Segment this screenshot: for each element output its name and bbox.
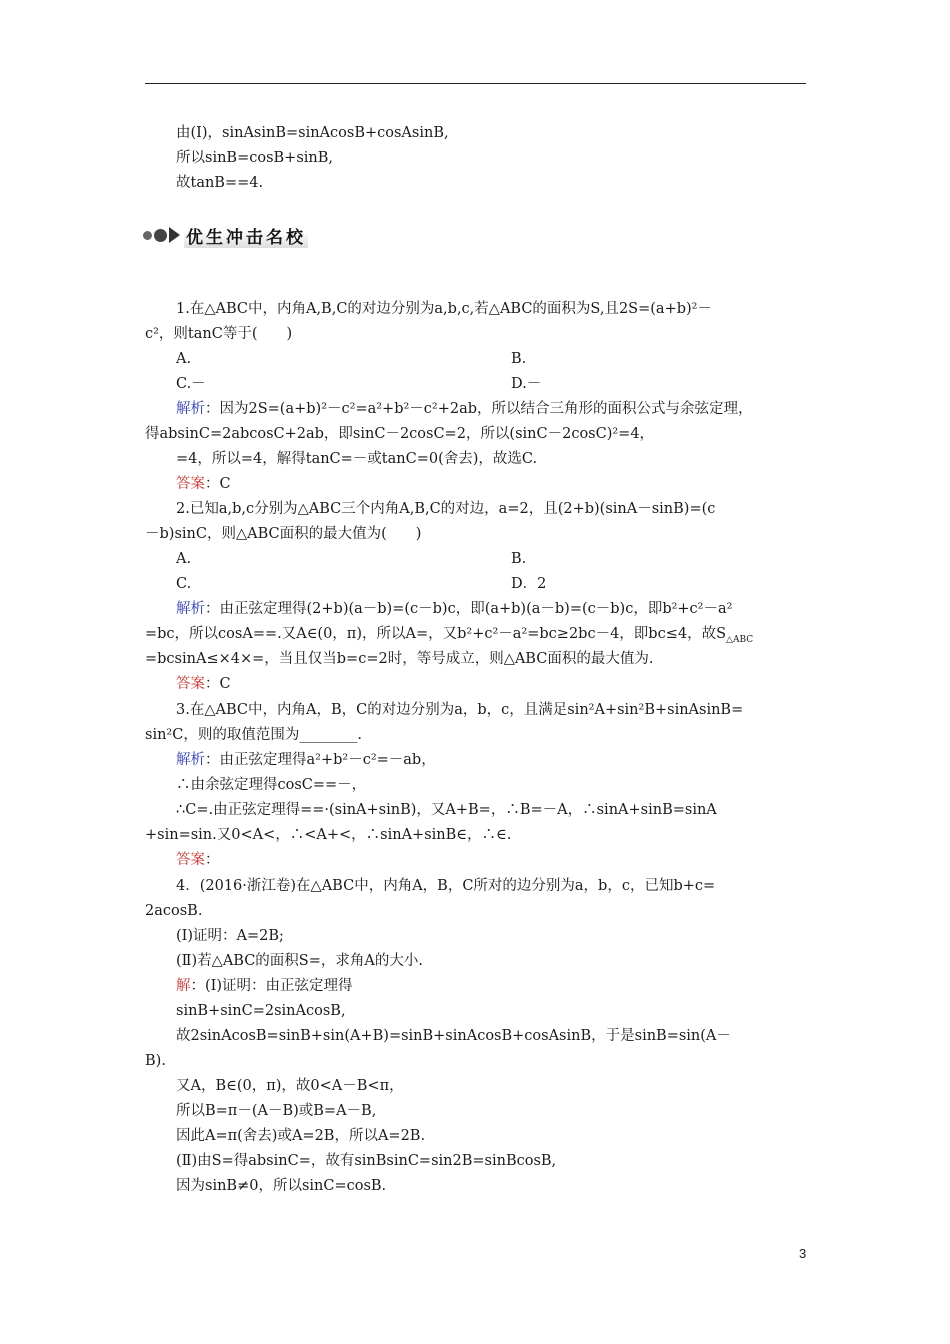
p3-analysis-line-2: ∴由余弦定理得cosC==－， xyxy=(176,777,367,793)
p1-option-c: C.－ xyxy=(176,376,206,392)
section-title: 优生冲击名校 xyxy=(184,223,308,248)
p4-solution-line-5: 又A，B∈(0，π)，故0<A－B<π， xyxy=(176,1078,404,1094)
p3-answer: 答案： xyxy=(176,852,220,868)
p1-option-a: A. xyxy=(176,351,192,367)
p4-solution-line-3: 故2sinAcosB=sinB+sin(A+B)=sinB+sinAcosB+cosAsinB，于是sinB=sin(A－ xyxy=(176,1028,731,1044)
large-dot-icon xyxy=(154,229,167,242)
p2-option-d: D．2 xyxy=(511,576,547,592)
page-number: 3 xyxy=(799,1246,807,1261)
p4-solution-line-4: B). xyxy=(145,1053,166,1069)
p1-answer-label: 答案 xyxy=(176,476,205,492)
p1-option-d: D.－ xyxy=(511,376,542,392)
p1-analysis-label: 解析 xyxy=(176,401,205,417)
p4-question-1: (Ⅰ)证明：A=2B; xyxy=(176,928,284,944)
p4-stem-line-1: 4．(2016·浙江卷)在△ABC中，内角A，B，C所对的边分别为a，b，c，已知b+c= xyxy=(176,878,716,894)
p4-solution-label: 解 xyxy=(176,978,191,994)
p2-answer-label: 答案 xyxy=(176,676,205,692)
p2-area-subscript: △ABC xyxy=(726,634,754,645)
p4-stem-line-2: 2acosB. xyxy=(145,903,203,919)
p3-answer-label: 答案 xyxy=(176,852,205,868)
p2-analysis-line-2: =bc，所以cosA==.又A∈(0，π)，所以A=，又b²+c²－a²=bc≥2bc－4，即bc≤4，故$S_{\triangle ABC}$ xyxy=(145,626,754,645)
p2-stem-line-1: 2.已知a,b,c分别为△ABC三个内角A,B,C的对边，a=2，且(2+b)(sinA－sinB)=(c xyxy=(176,501,716,517)
p1-answer: 答案：C xyxy=(176,476,231,492)
p3-analysis-line-1: 解析：由正弦定理得a²+b²－c²=－ab， xyxy=(176,752,436,768)
p3-stem-line-2: sin²C，则的取值范围为________. xyxy=(145,727,362,743)
p3-analysis-line-3: ∴C=.由正弦定理得==·(sinA+sinB)，又A+B=，∴B=－A，∴sinA+sinB=sinA xyxy=(176,802,717,818)
p4-solution-line-1: 解：(Ⅰ)证明：由正弦定理得 xyxy=(176,978,353,994)
intro-line-1: 由(Ⅰ)，sinAsinB=sinAcosB+cosAsinB, xyxy=(176,125,449,141)
section-header xyxy=(143,222,308,248)
intro-line-2: 所以sinB=cosB+sinB, xyxy=(176,150,334,166)
p1-stem-line-2: c²，则tanC等于( ) xyxy=(145,326,293,342)
p1-stem-line-1: 1.在△ABC中，内角A,B,C的对边分别为a,b,c,若△ABC的面积为S,且2S=(a+b)²－ xyxy=(176,301,712,317)
p4-question-2: (Ⅱ)若△ABC的面积S=，求角A的大小. xyxy=(176,953,423,969)
p2-option-c: C. xyxy=(176,576,192,592)
p2-option-a: A. xyxy=(176,551,192,567)
p4-solution-line-8: (Ⅱ)由S=得absinC=，故有sinBsinC=sin2B=sinBcosB, xyxy=(176,1153,557,1169)
p3-analysis-label: 解析 xyxy=(176,752,205,768)
p2-analysis-label: 解析 xyxy=(176,601,205,617)
p1-option-b: B. xyxy=(511,351,527,367)
p4-solution-line-2: sinB+sinC=2sinAcosB, xyxy=(176,1003,346,1019)
p2-analysis-line-3: =bcsinA≤×4×=，当且仅当b=c=2时，等号成立，则△ABC面积的最大值为. xyxy=(145,651,654,667)
p3-analysis-line-4: +sin=sin.又0<A<，∴<A+<，∴sinA+sinB∈，∴∈. xyxy=(145,827,512,843)
small-dot-icon xyxy=(143,231,152,240)
p4-solution-line-9: 因为sinB≠0，所以sinC=cosB. xyxy=(176,1178,387,1194)
p4-solution-line-7: 因此A=π(舍去)或A=2B，所以A=2B. xyxy=(176,1128,426,1144)
p2-stem-line-2: －b)sinC，则△ABC面积的最大值为( ) xyxy=(145,526,422,542)
p2-analysis-line-1: 解析：由正弦定理得(2+b)(a－b)=(c－b)c，即(a+b)(a－b)=(c－b)c，即b²+c²－a² xyxy=(176,601,733,617)
header-rule xyxy=(145,83,806,84)
p2-answer: 答案：C xyxy=(176,676,231,692)
arrow-right-icon xyxy=(169,227,180,243)
intro-line-3: 故tanB==4. xyxy=(176,175,264,191)
p3-stem-line-1: 3.在△ABC中，内角A，B，C的对边分别为a，b，c，且满足sin²A+sin²B+sinAsinB= xyxy=(176,702,744,718)
p2-option-b: B. xyxy=(511,551,527,567)
p1-analysis-line-1: 解析：因为2S=(a+b)²－c²=a²+b²－c²+2ab，所以结合三角形的面积公式与余弦定理， xyxy=(176,401,753,417)
p4-solution-line-6: 所以B=π－(A－B)或B=A－B, xyxy=(176,1103,377,1119)
p1-analysis-line-3: =4，所以=4，解得tanC=－或tanC=0(舍去)，故选C. xyxy=(176,451,538,467)
p1-analysis-line-2: 得absinC=2abcosC+2ab，即sinC－2cosC=2，所以(sinC－2cosC)²=4， xyxy=(145,426,655,442)
